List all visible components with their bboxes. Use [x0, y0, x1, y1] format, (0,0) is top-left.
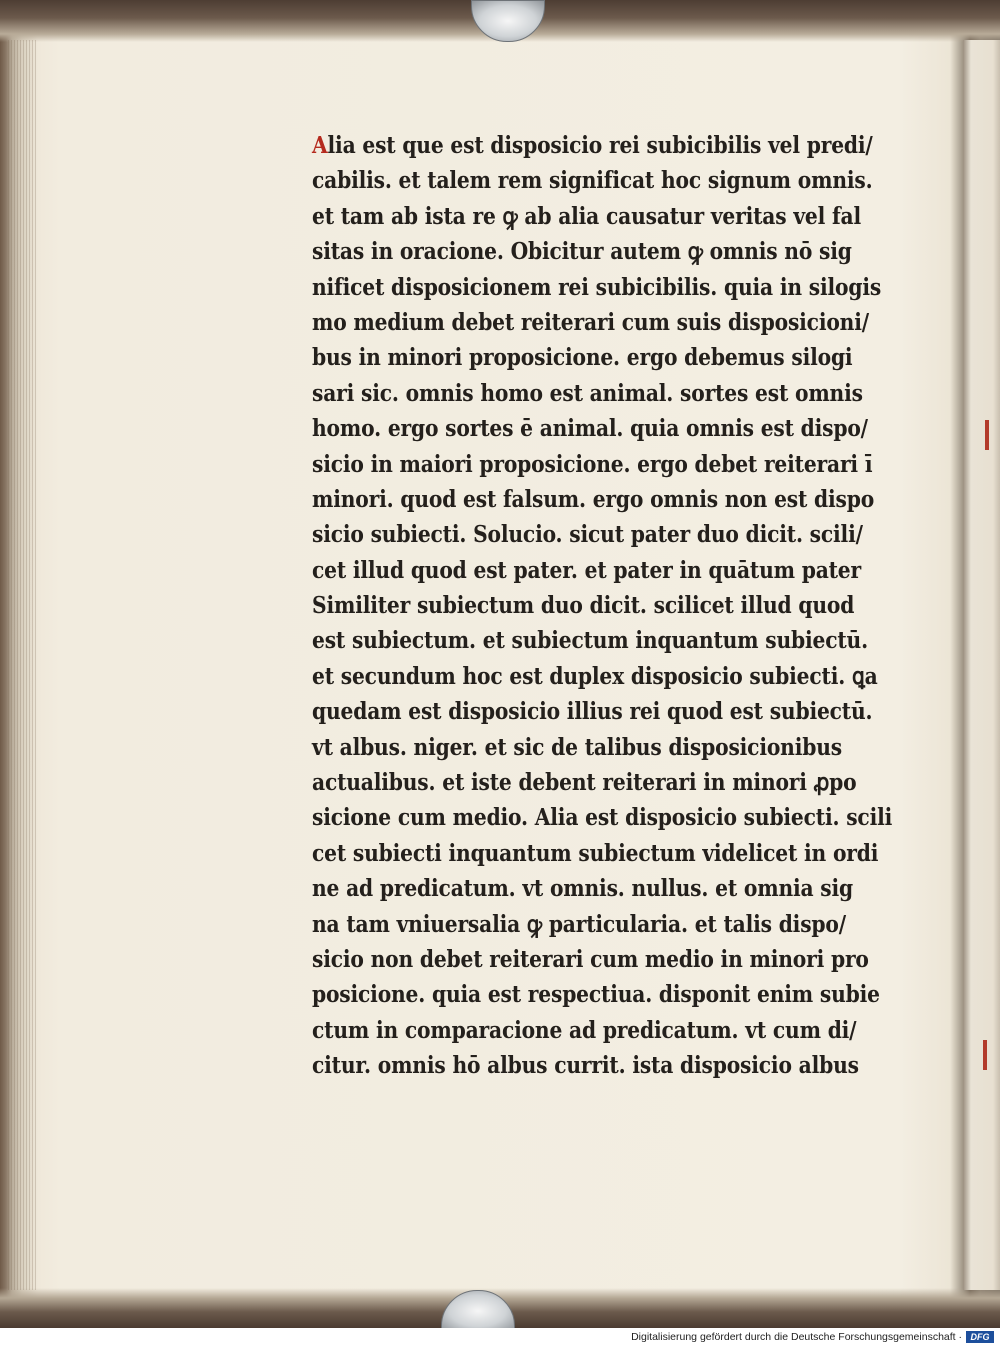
page-stack-edge	[8, 40, 38, 1290]
rubric-mark	[983, 1040, 987, 1070]
text-line	[312, 163, 873, 198]
line-text: sitas in oracione. Obicitur autem ꝙ omnis nō sig	[312, 238, 852, 266]
line-text: posicione. quia est respectiua. disponit enim subie	[312, 981, 880, 1009]
text-line	[312, 659, 878, 694]
text-line	[312, 871, 854, 906]
text-line	[312, 977, 880, 1012]
dfg-logo-icon: DFG	[966, 1331, 994, 1343]
line-text: homo. ergo sortes ē animal. quia omnis est dispo/	[312, 415, 868, 443]
line-text: cet subiecti inquantum subiectum videlicet in ordi	[312, 839, 879, 867]
text-line	[312, 907, 846, 942]
line-text: et tam ab ista re ꝙ ab alia causatur veritas vel fal	[312, 202, 861, 230]
line-text: sicio in maiori proposicione. ergo debet reiterari ī	[312, 450, 873, 478]
text-line	[312, 553, 861, 588]
text-line	[312, 411, 868, 446]
text-line	[312, 517, 863, 552]
rubric-mark	[985, 420, 989, 450]
line-text: na tam vniuersalia ꝙ particularia. et talis dispo/	[312, 910, 846, 938]
text-line	[312, 234, 852, 269]
line-text: est subiectum. et subiectum inquantum subiectū.	[312, 627, 868, 655]
text-line	[312, 340, 853, 375]
text-line	[312, 128, 873, 163]
line-text: sicione cum medio. Alia est disposicio subiecti. scili	[312, 804, 893, 832]
text-line	[312, 376, 863, 411]
line-text: cabilis. et talem rem significat hoc signum omnis.	[312, 167, 873, 195]
text-line	[312, 942, 869, 977]
text-line	[312, 588, 855, 623]
line-text: et secundum hoc est duplex disposicio subiecti. ꝗa	[312, 662, 878, 690]
text-line	[312, 482, 875, 517]
line-text: vt albus. niger. et sic de talibus disposicionibus	[312, 733, 842, 761]
footer-bar	[0, 1328, 1000, 1347]
text-line	[312, 1013, 857, 1048]
text-line	[312, 765, 857, 800]
line-text: minori. quod est falsum. ergo omnis non est dispo	[312, 485, 875, 513]
line-text: ne ad predicatum. vt omnis. nullus. et omnia sig	[312, 875, 854, 903]
line-text: actualibus. et iste debent reiterari in minori ꝓpo	[312, 769, 857, 797]
line-text: lia est que est disposicio rei subicibilis vel predi/	[327, 132, 873, 159]
line-text: sicio non debet reiterari cum medio in minori pro	[312, 945, 869, 973]
line-text: mo medium debet reiterari cum suis disposicioni/	[312, 308, 869, 336]
text-line	[312, 270, 882, 305]
line-text: ctum in comparacione ad predicatum. vt cum di/	[312, 1016, 857, 1044]
text-line	[312, 305, 869, 340]
text-line	[312, 694, 873, 729]
text-line	[312, 199, 861, 234]
facing-page-edge	[963, 40, 1000, 1290]
text-line	[312, 730, 842, 765]
line-text: Similiter subiectum duo dicit. scilicet illud quod	[312, 592, 855, 620]
text-line	[312, 836, 879, 871]
text-line	[312, 800, 893, 835]
funding-credit: Digitalisierung gefördert durch die Deutsche Forschungsgemeinschaft ·	[631, 1331, 962, 1343]
line-text: sicio subiecti. Solucio. sicut pater duo dicit. scili/	[312, 521, 863, 549]
text-line	[312, 447, 873, 482]
line-text: citur. omnis hō albus currit. ista disposicio albus	[312, 1052, 859, 1080]
rubricated-initial: A	[312, 132, 328, 159]
line-text: bus in minori proposicione. ergo debemus silogi	[312, 344, 853, 372]
line-text: nificet disposicionem rei subicibilis. quia in silogis	[312, 273, 882, 301]
line-text: sari sic. omnis homo est animal. sortes est omnis	[312, 379, 863, 407]
text-line	[312, 1048, 859, 1083]
text-column	[312, 128, 893, 1084]
text-line	[312, 623, 868, 658]
line-text: quedam est disposicio illius rei quod est subiectū.	[312, 698, 873, 726]
line-text: cet illud quod est pater. et pater in quātum pater	[312, 556, 861, 584]
